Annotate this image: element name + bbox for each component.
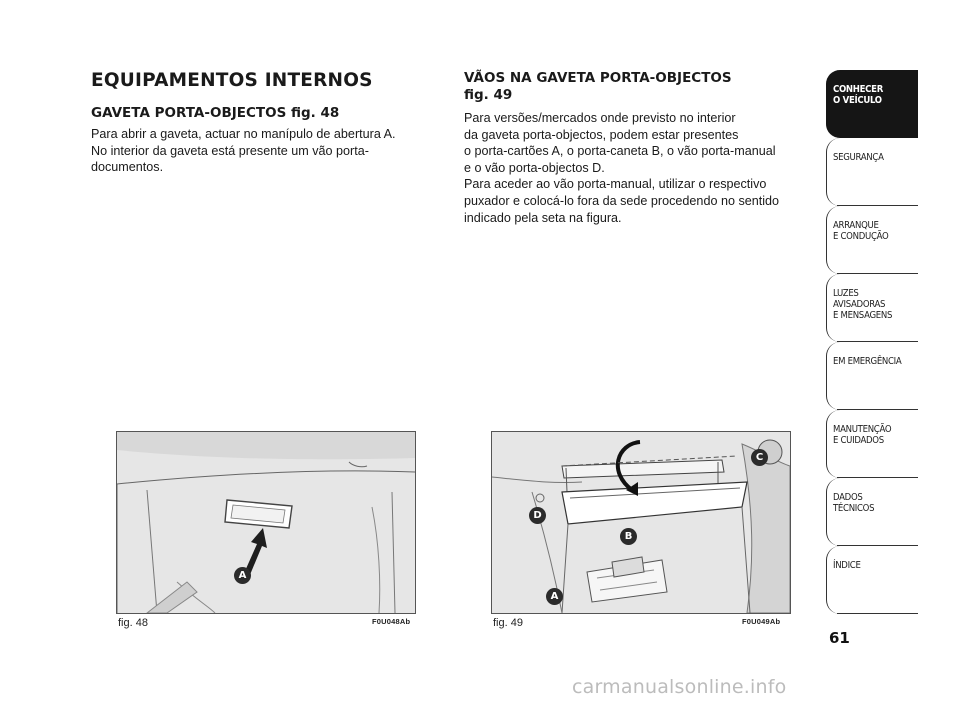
tab-label-line: DADOS (833, 492, 863, 503)
tab-label-line: O VEÍCULO (833, 95, 882, 106)
callout-label: A (550, 591, 559, 602)
left-column (91, 70, 436, 176)
glovebox-illustration (117, 432, 415, 613)
title-line: fig. 49 (464, 87, 513, 103)
text-line: o porta-cartões A, o porta-caneta B, o vão porta-manual (464, 144, 776, 159)
text-line: Para versões/mercados onde previsto no interior (464, 111, 736, 125)
figure-caption: fig. 48 (118, 617, 148, 629)
subsection-title: GAVETA PORTA-OBJECTOS fig. 48 (91, 105, 340, 121)
callout-b (620, 528, 637, 545)
sidebar-tab-dados-tecnicos[interactable] (826, 478, 918, 546)
page-number: 61 (829, 629, 850, 647)
callout-label: A (238, 570, 247, 581)
tab-label-line: ÍNDICE (833, 560, 861, 571)
tab-label-line: MANUTENÇÃO (833, 424, 892, 435)
chapter-tabs (826, 70, 918, 614)
text-line: No interior da gaveta está presente um vão porta- (91, 143, 369, 158)
tab-label-line: EM EMERGÊNCIA (833, 356, 902, 367)
tab-label-line: E MENSAGENS (833, 310, 893, 321)
tab-label-line: E CONDUÇÃO (833, 231, 889, 242)
callout-c (751, 449, 768, 466)
sidebar-tab-conhecer-o-veiculo[interactable] (826, 70, 918, 138)
sidebar-tab-seguranca[interactable] (826, 138, 918, 206)
figure-code: F0U049Ab (742, 617, 781, 626)
watermark: carmanualsonline.info (572, 676, 787, 698)
sidebar-tab-arranque[interactable] (826, 206, 918, 274)
callout-label: D (533, 510, 542, 521)
text-line: puxador e colocá-lo fora da sede procedendo no sentido (464, 193, 780, 208)
title-line: VÃOS NA GAVETA PORTA-OBJECTOS (464, 70, 732, 86)
callout-label: C (755, 452, 764, 463)
sidebar-tab-indice[interactable] (826, 546, 918, 614)
callout-label: B (624, 531, 633, 542)
tab-label-line: E CUIDADOS (833, 435, 884, 446)
callout-a (546, 588, 563, 605)
tab-label-line: SEGURANÇA (833, 152, 884, 163)
sidebar-tab-luzes[interactable] (826, 274, 918, 342)
tab-label-line: CONHECER (833, 84, 883, 95)
tab-label-line: LUZES (833, 288, 859, 299)
callout-a (234, 567, 251, 584)
tab-label-line: AVISADORAS (833, 299, 886, 310)
figure-code: F0U048Ab (372, 617, 411, 626)
text-line: indicado pela seta na figura. (464, 210, 622, 225)
right-column (464, 70, 814, 226)
figure-48-glovebox-handle (116, 431, 416, 614)
text-line: da gaveta porta-objectos, podem estar presentes (464, 127, 739, 142)
figure-caption: fig. 49 (493, 617, 523, 629)
callout-d (529, 507, 546, 524)
sidebar-tab-emergencia[interactable] (826, 342, 918, 410)
text-line: Para aceder ao vão porta-manual, utilizar o respectivo (464, 177, 767, 192)
text-line: e o vão porta-objectos D. (464, 160, 605, 175)
sidebar-tab-manutencao[interactable] (826, 410, 918, 478)
text-line: Para abrir a gaveta, actuar no manípulo de abertura A. (91, 127, 396, 141)
subsection-title (464, 70, 814, 104)
section-title: EQUIPAMENTOS INTERNOS (91, 70, 373, 91)
right-paragraph (464, 110, 814, 226)
figure-49-glovebox-compartments (491, 431, 791, 614)
tab-label-line: TÉCNICOS (833, 503, 875, 514)
text-line: documentos. (91, 160, 164, 175)
left-paragraph (91, 126, 436, 176)
tab-label-line: ARRANQUE (833, 220, 879, 231)
